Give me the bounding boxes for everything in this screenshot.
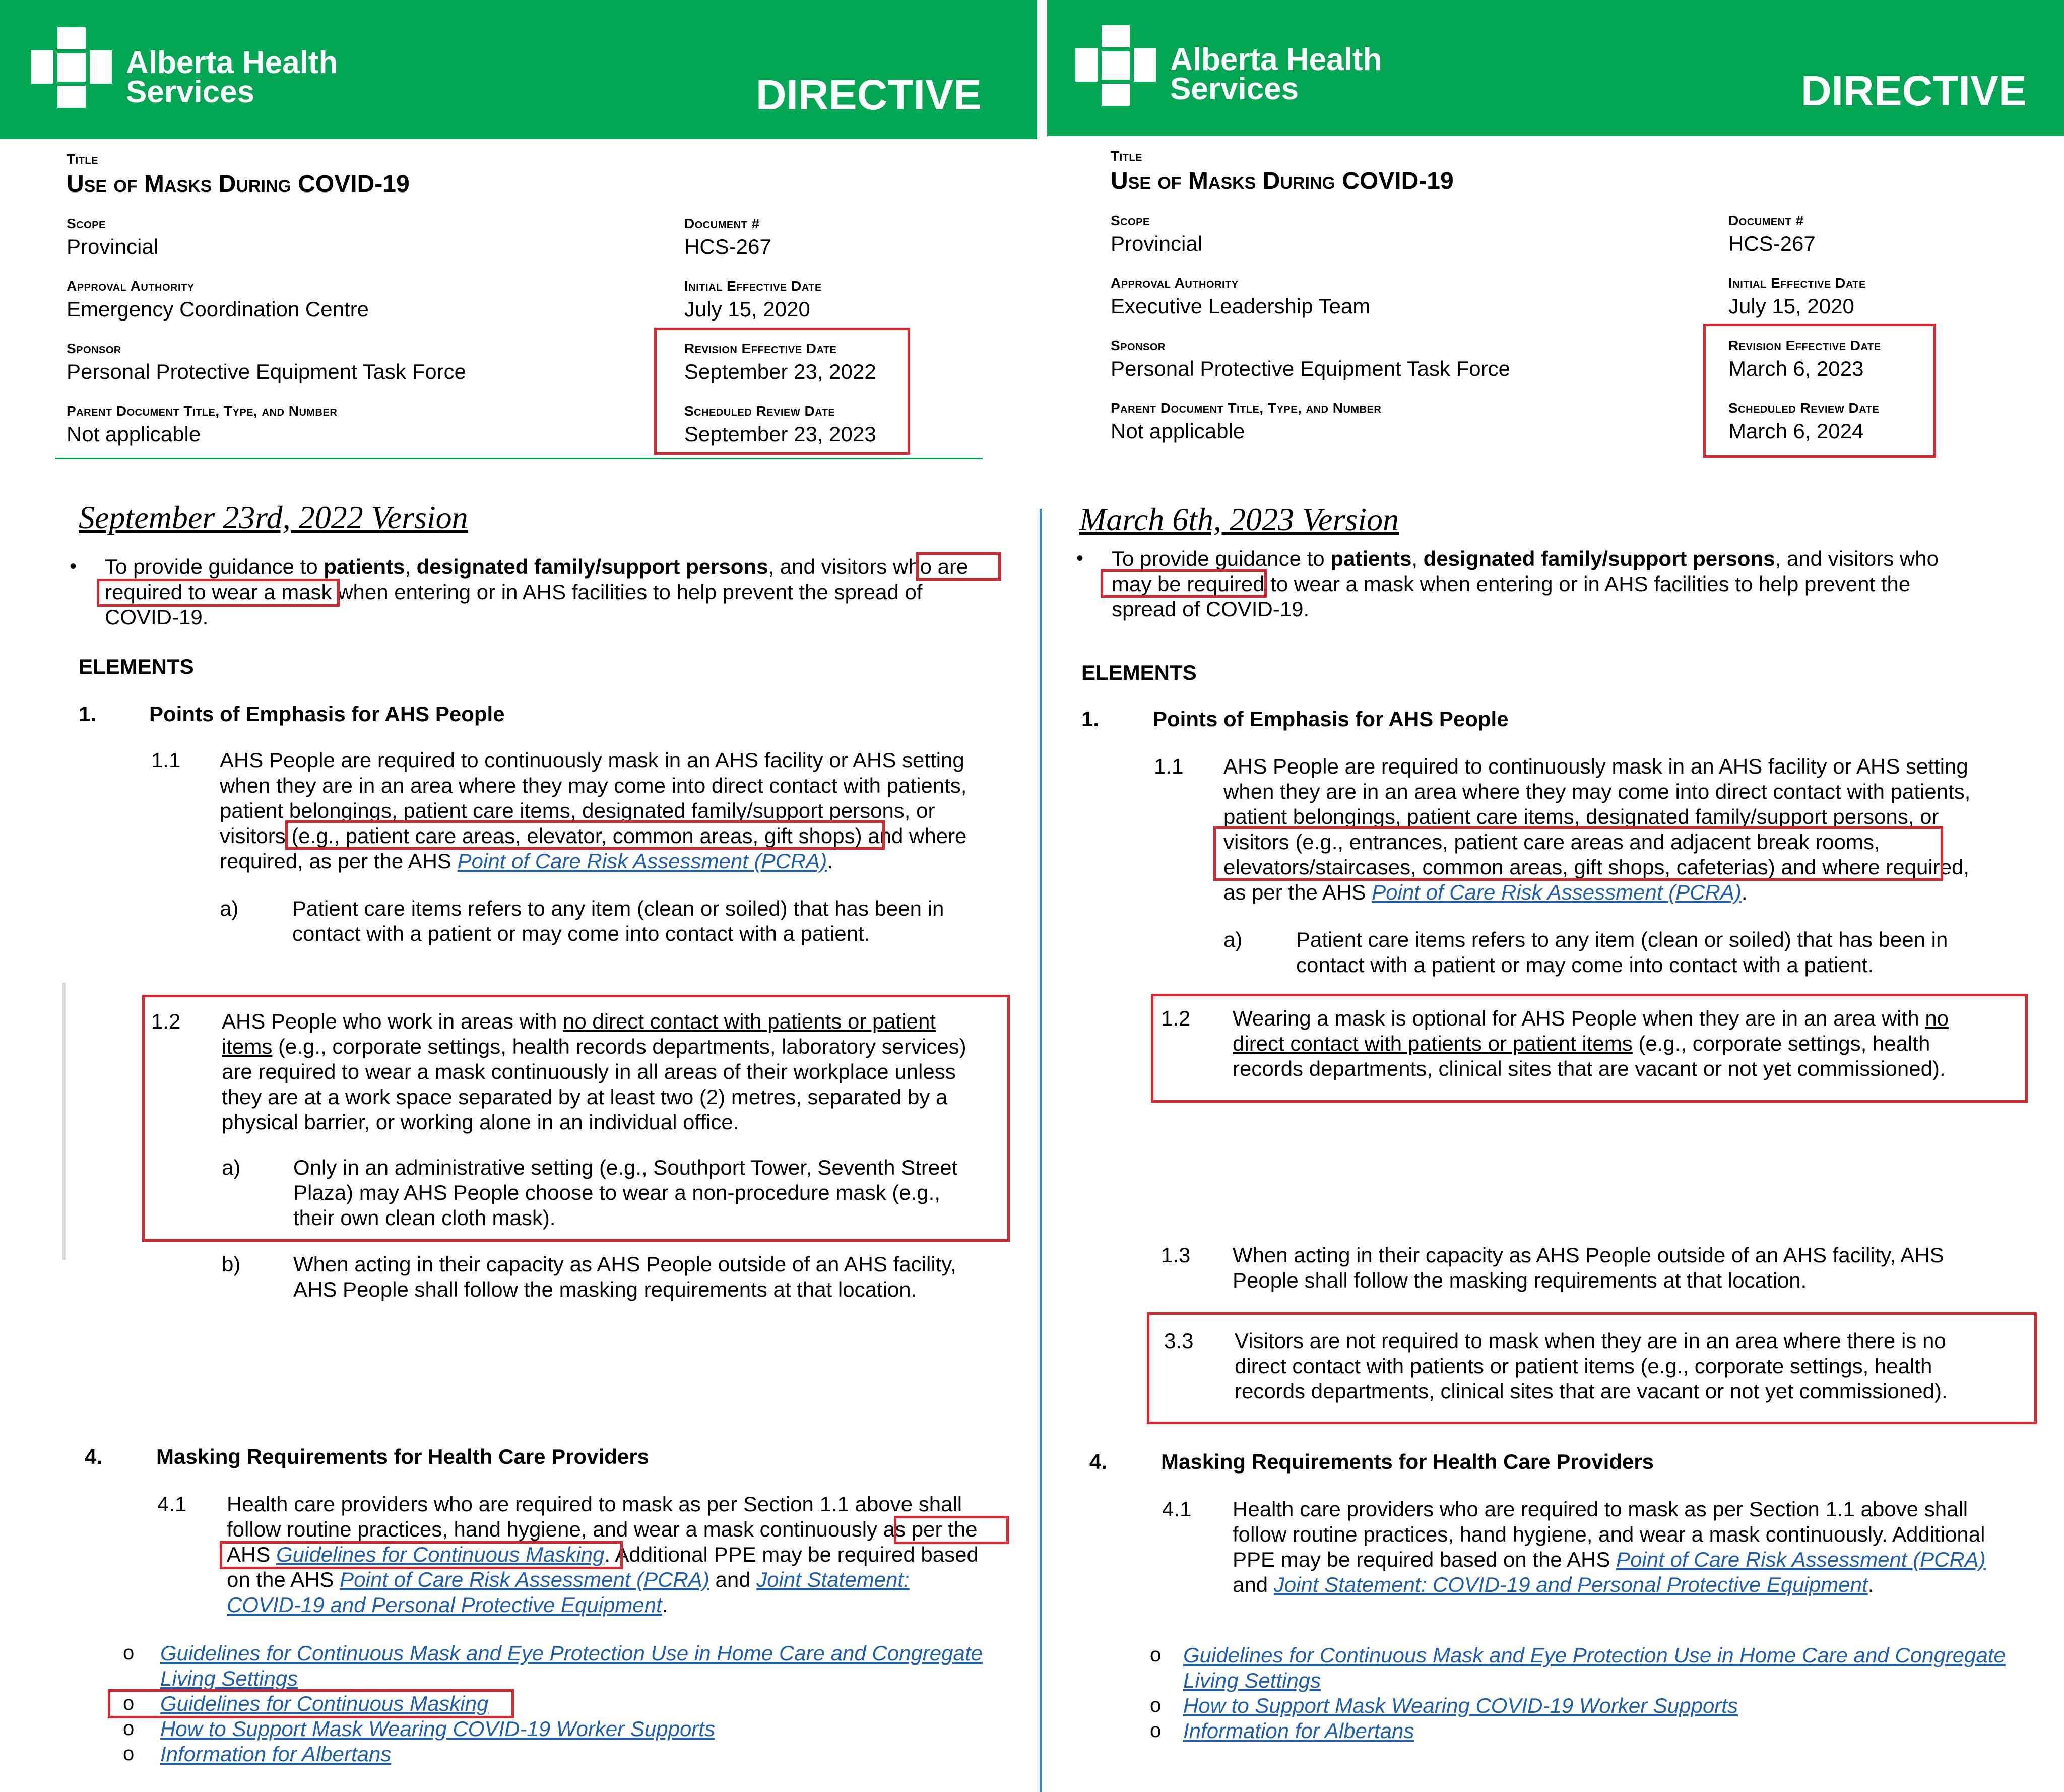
p11-line4: visitors (e.g., entrances, patient care areas and adjacent break rooms,: [1223, 830, 1880, 854]
review-date-value: September 23, 2023: [684, 422, 876, 446]
version-heading: March 6th, 2023 Version: [1079, 501, 1399, 537]
section4-title: Masking Requirements for Health Care Providers: [156, 1445, 649, 1468]
link-bullet-2: o: [1150, 1694, 1162, 1716]
approval-value: Executive Leadership Team: [1111, 294, 1371, 318]
p11-line3: patient belongings, patient care items, designated family/support persons, or: [1223, 805, 1939, 828]
margin-mark: [62, 983, 66, 1260]
purpose-line1: To provide guidance to patients, designated family/support persons, and visitors who are: [105, 555, 969, 579]
approval-field: [1111, 275, 1370, 318]
p11-line1: AHS People are required to continuously mask in an AHS facility or AHS setting: [1223, 754, 1968, 778]
link-bullet-3: o: [123, 1717, 135, 1740]
section4-title: Masking Requirements for Health Care Providers: [1161, 1450, 1654, 1474]
p11-line6: as per the AHS Point of Care Risk Assessment (PCRA).: [1223, 880, 1748, 904]
section1-number: 1.: [1081, 707, 1100, 731]
p41-number: 4.1: [1162, 1497, 1192, 1521]
parent-value: Not applicable: [1111, 419, 1245, 443]
p12a-line3: their own clean cloth mask).: [293, 1206, 556, 1230]
link-home-care[interactable]: Guidelines for Continuous Mask and Eye Protection Use in Home Care and Congregate: [160, 1641, 983, 1665]
parent-field: [1111, 400, 1381, 443]
link-continuous-masking[interactable]: Guidelines for Continuous Masking: [160, 1692, 489, 1715]
scope-value: Provincial: [67, 235, 159, 259]
link-bullet-1: o: [1150, 1644, 1162, 1666]
brand-line2: Services: [1170, 72, 1299, 106]
p41-line4: on the AHS Point of Care Risk Assessment (PCRA) and Joint Statement:: [227, 1568, 910, 1591]
p41-line1: Health care providers who are required to mask as per Section 1.1 above shall: [227, 1492, 962, 1516]
link-info-albertans[interactable]: Information for Albertans: [160, 1742, 392, 1766]
brand-line2: Services: [126, 75, 255, 109]
brand-name: [126, 45, 338, 109]
p12b-line2: AHS People shall follow the masking requirements at that location.: [293, 1277, 917, 1301]
p12-line1: AHS People who work in areas with no direct contact with patients or patient: [222, 1009, 936, 1033]
purpose-line1: To provide guidance to patients, designated family/support persons, and visitors who: [1112, 547, 1939, 570]
title-value: Use of Masks During COVID-19: [67, 171, 410, 198]
elements-heading: ELEMENTS: [79, 655, 194, 678]
p12-highlight: [1151, 994, 2028, 1103]
title-field: [1111, 148, 1454, 195]
p13-line2: People shall follow the masking requirements at that location.: [1233, 1268, 1807, 1292]
p11a-line1: Patient care items refers to any item (clean or soiled) that has been in: [1296, 928, 1948, 951]
p11a-line1: Patient care items refers to any item (clean or soiled) that has been in: [292, 897, 944, 920]
initial-date-field: [1728, 275, 1866, 318]
p11-line4: visitors (e.g., patient care areas, elevator, common areas, gift shops) and where: [220, 824, 967, 848]
link-info-albertans[interactable]: Information for Albertans: [1183, 1719, 1414, 1743]
title-field: [67, 151, 410, 198]
p11-highlight: [1213, 826, 1943, 881]
title-label: Title: [1111, 148, 1142, 164]
initial-date-label: Initial Effective Date: [684, 278, 822, 294]
revision-date-label: Revision Effective Date: [684, 341, 837, 356]
p11-number: 1.1: [151, 748, 181, 772]
p11a-line2: contact with a patient or may come into contact with a patient.: [1296, 953, 1874, 977]
initial-date-value: July 15, 2020: [1728, 294, 1854, 318]
purpose-line2: may be required to wear a mask when entering or in AHS facilities to help prevent the: [1112, 572, 1911, 596]
purpose-highlight: [1101, 569, 1267, 598]
purpose-highlight-b: [97, 579, 340, 607]
p12b-line1: When acting in their capacity as AHS People outside of an AHS facility,: [293, 1252, 956, 1276]
elements-heading: ELEMENTS: [1081, 661, 1197, 684]
sponsor-value: Personal Protective Equipment Task Force: [67, 360, 466, 383]
version-heading: September 23rd, 2022 Version: [79, 499, 468, 535]
purpose-bullet: •: [70, 555, 77, 578]
p11-number: 1.1: [1154, 754, 1184, 778]
right-document-panel: [1047, 0, 2064, 1792]
p12a-number: a): [222, 1156, 241, 1179]
title-value: Use of Masks During COVID-19: [1111, 168, 1454, 195]
scope-label: Scope: [1111, 213, 1150, 228]
link-bullet-1: o: [123, 1642, 135, 1664]
section4-number: 4.: [1089, 1450, 1108, 1474]
p11-line1: AHS People are required to continuously mask in an AHS facility or AHS setting: [220, 748, 964, 772]
link-home-care[interactable]: Guidelines for Continuous Mask and Eye Protection Use in Home Care and Congregate: [1183, 1643, 2006, 1667]
link-worker-supports[interactable]: How to Support Mask Wearing COVID-19 Worker Supports: [1183, 1694, 1738, 1717]
doc-type: DIRECTIVE: [1800, 67, 2027, 114]
joint-statement-link[interactable]: Joint Statement:: [756, 1568, 910, 1591]
p12-number: 1.2: [1161, 1006, 1191, 1030]
docno-field: [1728, 213, 1816, 256]
purpose-line3: COVID-19.: [105, 605, 209, 629]
sponsor-label: Sponsor: [1111, 338, 1166, 353]
link-home-care-cont[interactable]: Living Settings: [1183, 1669, 1321, 1692]
docno-value: HCS-267: [684, 235, 771, 259]
p11-line5: elevators/staircases, common areas, gift shops, cafeterias) and where required,: [1223, 855, 1970, 879]
p41-line4: and Joint Statement: COVID-19 and Personal Protective Equipment.: [1233, 1573, 1874, 1596]
initial-date-value: July 15, 2020: [684, 297, 810, 321]
scope-field: [67, 216, 158, 259]
sponsor-field: [1111, 338, 1510, 381]
link-bullet-2: o: [123, 1692, 135, 1714]
ahs-cross-logo-icon: [1075, 25, 1156, 106]
p12b-number: b): [222, 1252, 241, 1276]
docno-field: [684, 216, 771, 259]
pcra-link-2[interactable]: Point of Care Risk Assessment (PCRA): [340, 1568, 710, 1591]
section1-title: Points of Emphasis for AHS People: [149, 702, 505, 726]
docno-label: Document #: [684, 216, 760, 231]
scope-label: Scope: [67, 216, 106, 231]
pcra-link[interactable]: Point of Care Risk Assessment (PCRA): [457, 849, 827, 873]
p41-line3: AHS Guidelines for Continuous Masking. Additional PPE may be required based: [227, 1543, 979, 1566]
p41-line3: PPE may be required based on the AHS Point of Care Risk Assessment (PCRA): [1233, 1548, 1986, 1571]
docno-label: Document #: [1728, 213, 1804, 228]
p12-line2: direct contact with patients or patient items (e.g., corporate settings, health: [1233, 1032, 1930, 1055]
p12a-line1: Only in an administrative setting (e.g., Southport Tower, Seventh Street: [293, 1156, 958, 1179]
joint-statement-link[interactable]: Joint Statement: COVID-19 and Personal Protective Equipment: [1273, 1573, 1868, 1596]
p12-highlight: [142, 995, 1010, 1242]
link-worker-supports[interactable]: How to Support Mask Wearing COVID-19 Worker Supports: [160, 1717, 715, 1741]
purpose-bullet: •: [1076, 547, 1084, 569]
purpose-line3: spread of COVID-19.: [1112, 597, 1310, 621]
docno-value: HCS-267: [1728, 232, 1816, 255]
p41-line1: Health care providers who are required to mask as per Section 1.1 above shall: [1233, 1497, 1968, 1521]
brand-line1: Alberta Health: [1170, 42, 1382, 77]
p12-line2: items (e.g., corporate settings, health records departments, laboratory services): [222, 1035, 966, 1058]
p33-number: 3.3: [1164, 1329, 1194, 1353]
p12-line3: records departments, clinical sites that are vacant or not yet commissioned).: [1233, 1057, 1946, 1080]
sponsor-value: Personal Protective Equipment Task Force: [1111, 357, 1510, 380]
review-date-label: Scheduled Review Date: [684, 403, 835, 419]
initial-date-field: [684, 278, 822, 322]
links-highlight: [108, 1689, 514, 1718]
p33-line3: records departments, clinical sites that are vacant or not yet commissioned).: [1235, 1379, 1948, 1403]
scope-field: [1111, 213, 1202, 256]
p41-number: 4.1: [157, 1492, 187, 1516]
p12-line3: are required to wear a mask continuously in all areas of their workplace unless: [222, 1060, 956, 1083]
review-date-value: March 6, 2024: [1728, 419, 1864, 443]
p11-line2: when they are in an area where they may come into direct contact with patients,: [220, 774, 967, 797]
p12a-line2: Plaza) may AHS People choose to wear a non-procedure mask (e.g.,: [293, 1181, 940, 1204]
header-banner: [0, 0, 1037, 139]
link-bullet-3: o: [1150, 1719, 1162, 1742]
p12-line1: Wearing a mask is optional for AHS People when they are in an area with no: [1233, 1006, 1949, 1030]
approval-value: Emergency Coordination Centre: [67, 297, 369, 321]
p33-line2: direct contact with patients or patient items (e.g., corporate settings, health: [1235, 1354, 1932, 1378]
joint-statement-link-cont[interactable]: COVID-19 and Personal Protective Equipment: [227, 1593, 662, 1617]
p12-line5: physical barrier, or working alone in an individual office.: [222, 1110, 739, 1134]
link-home-care-cont[interactable]: Living Settings: [160, 1667, 298, 1690]
p11a-line2: contact with a patient or may come into contact with a patient.: [292, 922, 870, 945]
review-date-label: Scheduled Review Date: [1728, 400, 1880, 416]
parent-label: Parent Document Title, Type, and Number: [1111, 400, 1382, 416]
p11-line2: when they are in an area where they may come into direct contact with patients,: [1223, 780, 1971, 803]
parent-field: [67, 403, 337, 446]
continuous-masking-link[interactable]: Guidelines for Continuous Masking: [276, 1543, 605, 1566]
p41-line5: COVID-19 and Personal Protective Equipment.: [227, 1593, 668, 1617]
pcra-link[interactable]: Point of Care Risk Assessment (PCRA): [1372, 880, 1742, 904]
brand-line1: Alberta Health: [126, 45, 338, 80]
panel-divider: [1040, 509, 1042, 1792]
scope-value: Provincial: [1111, 232, 1203, 255]
p13-number: 1.3: [1161, 1243, 1191, 1267]
doc-type: DIRECTIVE: [755, 71, 982, 118]
p41-highlight-a: [894, 1516, 1009, 1544]
p13-line1: When acting in their capacity as AHS People outside of an AHS facility, AHS: [1233, 1243, 1944, 1267]
header-divider: [55, 458, 983, 459]
parent-label: Parent Document Title, Type, and Number: [67, 403, 338, 419]
approval-label: Approval Authority: [67, 278, 195, 294]
p11-line5: required, as per the AHS Point of Care Risk Assessment (PCRA).: [220, 849, 833, 873]
purpose-highlight-a: [916, 552, 1001, 581]
p11-line3: patient belongings, patient care items, designated family/support persons, or: [220, 799, 935, 822]
ahs-cross-logo-icon: [31, 27, 112, 108]
revision-date-label: Revision Effective Date: [1728, 338, 1881, 353]
purpose-line2: required to wear a mask when entering or in AHS facilities to help prevent the spread of: [105, 580, 923, 604]
title-label: Title: [67, 151, 98, 167]
p11a-number: a): [1223, 928, 1243, 951]
header-banner: [1047, 0, 2064, 136]
section4-number: 4.: [85, 1445, 103, 1468]
p11-highlight: [285, 820, 885, 850]
section1-title: Points of Emphasis for AHS People: [1153, 707, 1509, 731]
p12-number: 1.2: [151, 1009, 181, 1033]
pcra-link-2[interactable]: Point of Care Risk Assessment (PCRA): [1616, 1548, 1986, 1571]
approval-label: Approval Authority: [1111, 275, 1239, 291]
dates-highlight-box: [654, 328, 910, 455]
approval-field: [67, 278, 369, 322]
section1-number: 1.: [79, 702, 97, 726]
p12-line4: they are at a work space separated by at least two (2) metres, separated by a: [222, 1085, 948, 1109]
parent-value: Not applicable: [67, 422, 201, 446]
dates-highlight-box: [1703, 324, 1936, 458]
link-bullet-4: o: [123, 1743, 135, 1765]
p41-line2: follow routine practices, hand hygiene, and wear a mask continuously as per the: [227, 1517, 978, 1541]
p33-line1: Visitors are not required to mask when they are in an area where there is no: [1235, 1329, 1946, 1353]
sponsor-field: [67, 341, 466, 384]
p41-highlight-b: [220, 1541, 623, 1569]
revision-date-value: September 23, 2022: [684, 360, 876, 383]
brand-name: [1170, 42, 1382, 106]
p33-highlight: [1147, 1312, 2037, 1424]
initial-date-label: Initial Effective Date: [1728, 275, 1866, 291]
revision-date-value: March 6, 2023: [1728, 357, 1864, 380]
p41-line2: follow routine practices, hand hygiene, and wear a mask continuously. Additional: [1233, 1522, 1985, 1546]
p11a-number: a): [220, 897, 239, 920]
sponsor-label: Sponsor: [67, 341, 121, 356]
